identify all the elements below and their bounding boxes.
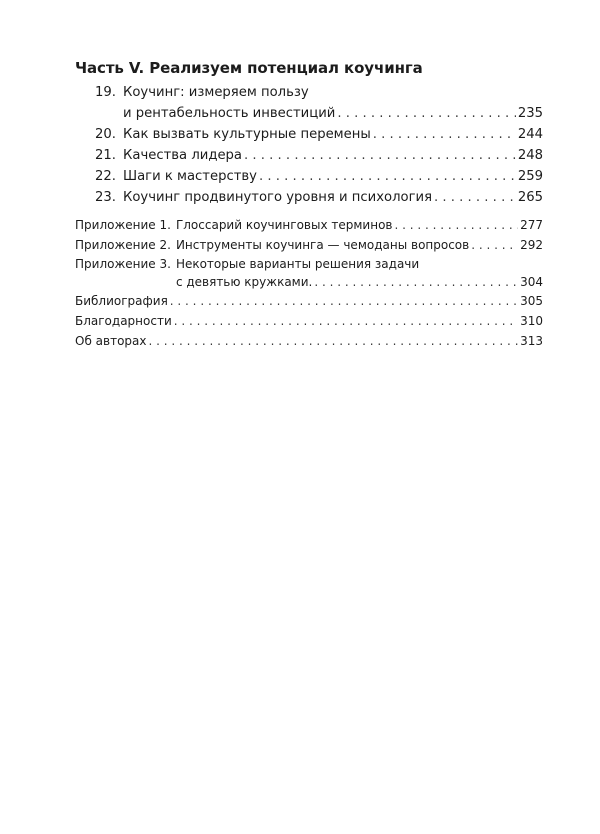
toc-entry-chapter-21 bbox=[95, 145, 543, 166]
dot-leader bbox=[170, 291, 518, 311]
page-number: 265 bbox=[517, 190, 543, 205]
part-title: Часть V. Реализуем потенциал коучинга bbox=[75, 59, 423, 77]
chapter-number: 20. bbox=[95, 127, 116, 142]
appendix-title: Глоссарий коучинговых терминов bbox=[175, 218, 393, 232]
dot-leader bbox=[259, 166, 516, 187]
appendix-list bbox=[75, 215, 543, 351]
toc-entry-chapter-20 bbox=[95, 124, 543, 145]
page-number: 235 bbox=[517, 106, 543, 121]
dot-leader bbox=[149, 331, 519, 351]
section-title: Об авторах bbox=[75, 334, 147, 348]
appendix-title-line-1: Некоторые варианты решения задачи bbox=[175, 257, 420, 271]
dot-leader bbox=[174, 311, 518, 331]
dot-leader bbox=[373, 124, 516, 145]
dot-leader bbox=[471, 235, 518, 255]
chapter-number: 22. bbox=[95, 169, 116, 184]
page-number: 292 bbox=[520, 238, 543, 252]
chapter-number: 21. bbox=[95, 148, 116, 163]
appendix-label: Приложение 1. bbox=[75, 218, 171, 232]
appendix-label: Приложение 3. bbox=[75, 257, 171, 271]
toc-entry-chapter-23 bbox=[95, 187, 543, 208]
chapter-number: 23. bbox=[95, 190, 116, 205]
dot-leader bbox=[244, 145, 516, 166]
dot-leader bbox=[434, 187, 516, 208]
chapter-title: Коучинг продвинутого уровня и психология bbox=[123, 190, 432, 205]
chapter-title: Качества лидера bbox=[123, 148, 243, 163]
dot-leader bbox=[337, 103, 515, 124]
page-number: 313 bbox=[520, 334, 543, 348]
toc-entry-appendix-3 bbox=[75, 255, 543, 291]
dot-leader bbox=[314, 273, 518, 291]
appendix-label: Приложение 2. bbox=[75, 238, 171, 252]
chapter-title-line-1: Коучинг: измеряем пользу bbox=[123, 85, 309, 100]
toc-entry-acknowledgements bbox=[75, 311, 543, 331]
toc-entry-chapter-22 bbox=[95, 166, 543, 187]
chapter-title: Как вызвать культурные перемены bbox=[123, 127, 371, 142]
page-number: 305 bbox=[520, 294, 543, 308]
toc-entry-bibliography bbox=[75, 291, 543, 311]
toc-entry-appendix-1 bbox=[75, 215, 543, 235]
section-title: Библиография bbox=[75, 294, 168, 308]
appendix-title: Инструменты коучинга — чемоданы вопросов bbox=[175, 238, 470, 252]
section-title: Благодарности bbox=[75, 314, 172, 328]
dot-leader bbox=[394, 215, 518, 235]
chapter-title: Шаги к мастерству bbox=[123, 169, 257, 184]
page-number: 304 bbox=[520, 275, 543, 289]
chapter-list bbox=[95, 82, 543, 208]
appendix-title-line-2: с девятью кружками. bbox=[175, 275, 313, 289]
page-number: 248 bbox=[517, 148, 543, 163]
toc-entry-chapter-19 bbox=[95, 82, 543, 124]
page-number: 277 bbox=[520, 218, 543, 232]
page-number: 310 bbox=[520, 314, 543, 328]
page-number: 244 bbox=[517, 127, 543, 142]
chapter-number: 19. bbox=[95, 85, 116, 100]
chapter-title-line-2: и рентабельность инвестиций bbox=[123, 106, 336, 121]
toc-entry-appendix-2 bbox=[75, 235, 543, 255]
page-number: 259 bbox=[517, 169, 543, 184]
toc-entry-about-authors bbox=[75, 331, 543, 351]
